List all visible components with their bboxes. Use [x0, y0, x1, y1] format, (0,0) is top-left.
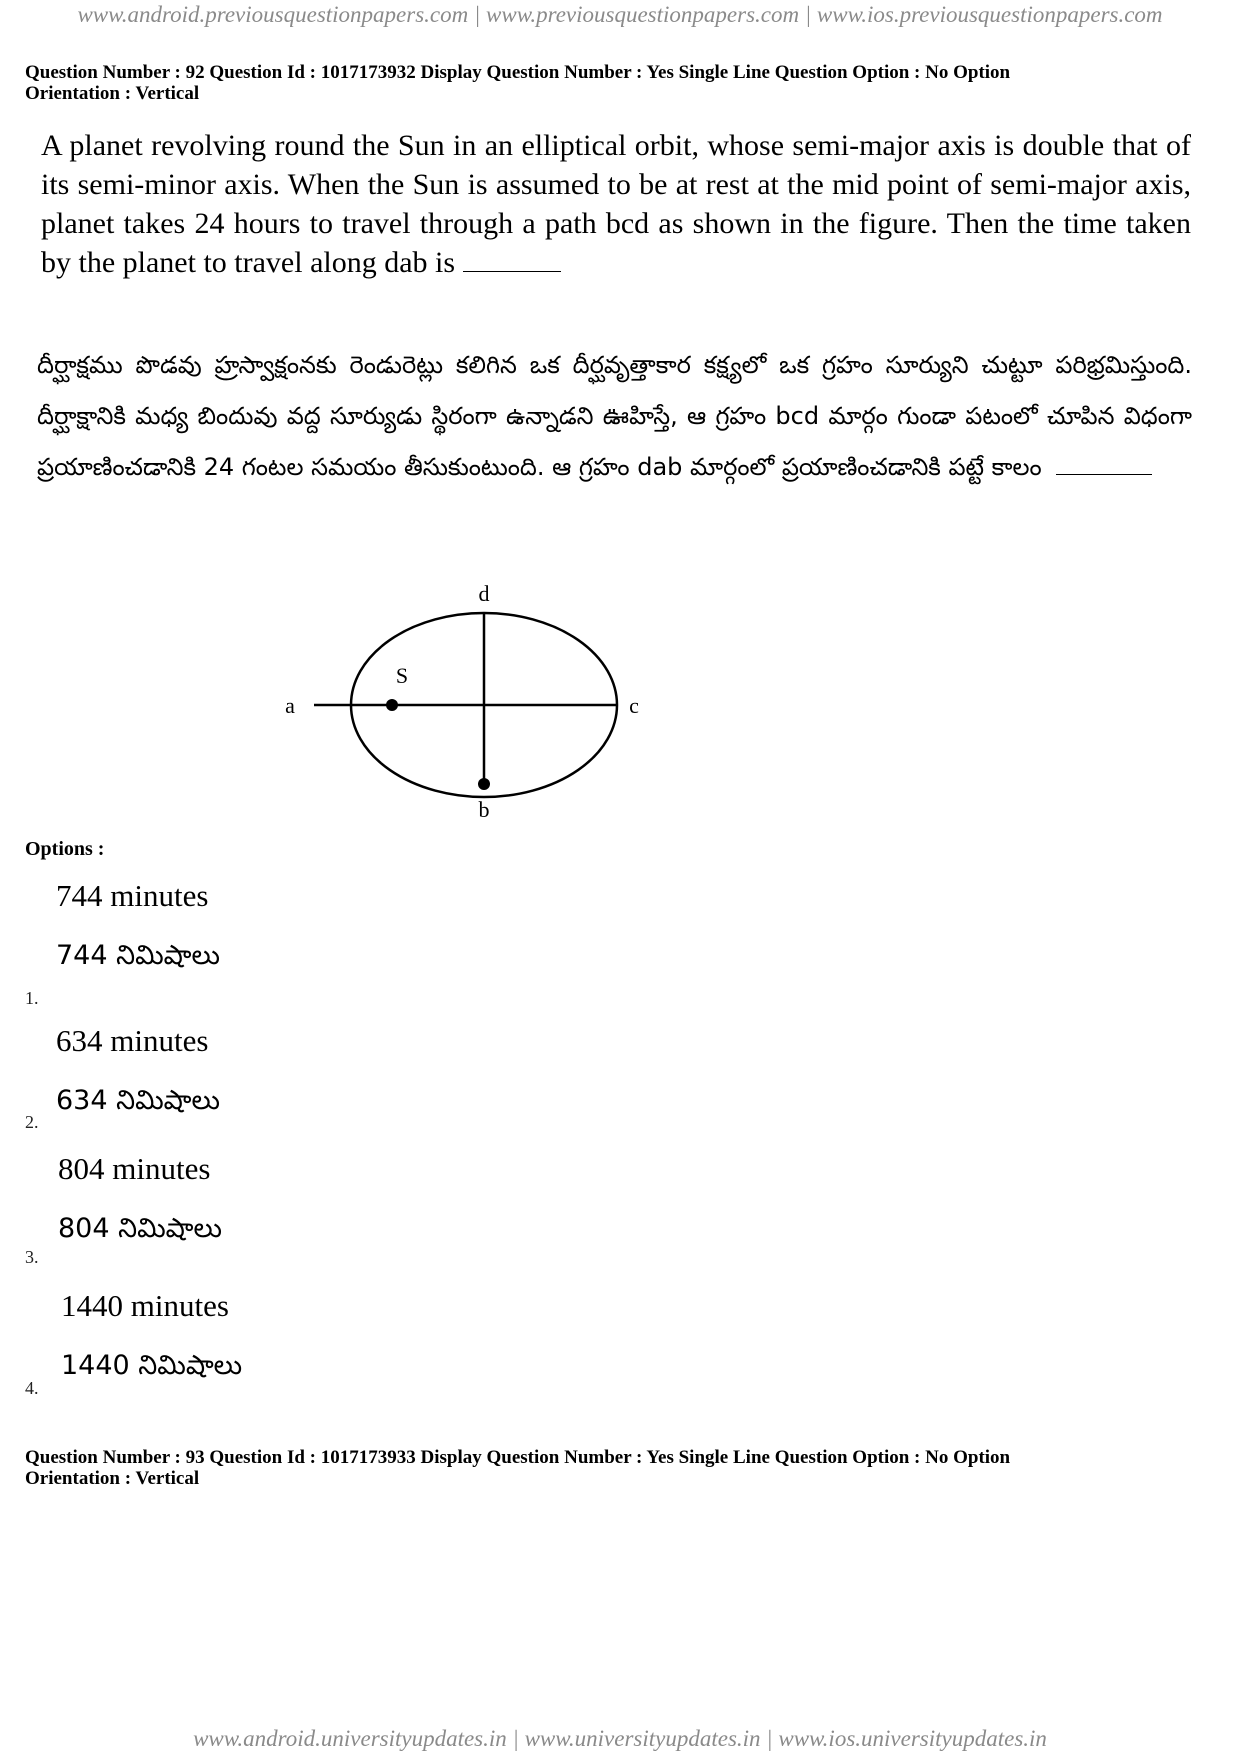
label-c: c: [629, 693, 639, 718]
question-text-en: A planet revolving round the Sun in an elliptical orbit, whose semi-major axis is double that of its semi-minor axis. When the Sun is assumed to be at rest at the mid point of semi-major axis, planet takes 24 hours to travel through a path bcd as shown in the figure. Then the time taken by the planet to travel along dab is: [41, 129, 1191, 279]
answer-blank: [463, 270, 561, 272]
question-header-line2: Orientation : Vertical: [25, 83, 200, 104]
label-d: d: [478, 581, 490, 606]
label-b: b: [478, 797, 490, 822]
option-4-telugu: 1440 నిమిషాలు: [61, 1350, 243, 1381]
label-a: a: [285, 693, 295, 718]
next-question-header: [25, 1447, 1215, 1489]
watermark-bottom: www.android.universityupdates.in | www.universityupdates.in | www.ios.universityupdates.in: [193, 1726, 1047, 1751]
option-4-number: 4.: [25, 1378, 39, 1398]
option-1-telugu: 744 నిమిషాలు: [56, 940, 220, 971]
label-s: S: [395, 663, 409, 688]
option-3-english: 804 minutes: [58, 1151, 211, 1186]
question-header: [25, 62, 1215, 104]
option-2-english: 634 minutes: [56, 1023, 209, 1058]
option-4-english: 1440 minutes: [61, 1288, 229, 1323]
next-question-header-line2: Orientation : Vertical: [25, 1468, 200, 1489]
question-header-line1: Question Number : 92 Question Id : 1017173932 Display Question Number : Yes Single Line Question Option : No Option: [25, 62, 1011, 83]
option-3-telugu: 804 నిమిషాలు: [58, 1213, 222, 1244]
watermark-top: www.android.previousquestionpapers.com | www.previousquestionpapers.com | www.ios.previousquestionpapers.com: [77, 2, 1163, 27]
answer-blank-telugu: [1056, 473, 1152, 475]
next-question-header-line1: Question Number : 93 Question Id : 1017173933 Display Question Number : Yes Single Line Question Option : No Option: [25, 1447, 1011, 1468]
question-text-english: [41, 126, 1191, 282]
option-1-number: 1.: [25, 988, 39, 1008]
question-text-te: దీర్ఘాక్షము పొడవు హ్రస్వాక్షంనకు రెండురెట్లు కలిగిన ఒక దీర్ఘవృత్తాకార కక్ష్యలో ఒక గ్రహం సూర్యుని చుట్టూ పరిభ్రమిస్తుంది. దీర్ఘాక్షానికి మధ్య బిందువు వద్ద సూర్యుడు స్థిరంగా ఉన్నాడని ఊహిస్తే, ఆ గ్రహం bcd మార్గం గుండా పటంలో చూపిన విధంగా ప్రయాణించడానికి 24 గంటల సమయం తీసుకుంటుంది. ఆ గ్రహం dab మార్గంలో ప్రయాణించడానికి పట్టే కాలం: [37, 351, 1192, 481]
options-label: Options :: [25, 838, 105, 860]
option-2-telugu: 634 నిమిషాలు: [56, 1085, 220, 1116]
orbit-figure: [270, 570, 670, 830]
question-text-telugu: [37, 340, 1192, 493]
point-b: [478, 778, 490, 790]
sun-point: [386, 699, 398, 711]
option-3-number: 3.: [25, 1247, 39, 1267]
option-1-english: 744 minutes: [56, 878, 209, 913]
option-2-number: 2.: [25, 1112, 39, 1132]
